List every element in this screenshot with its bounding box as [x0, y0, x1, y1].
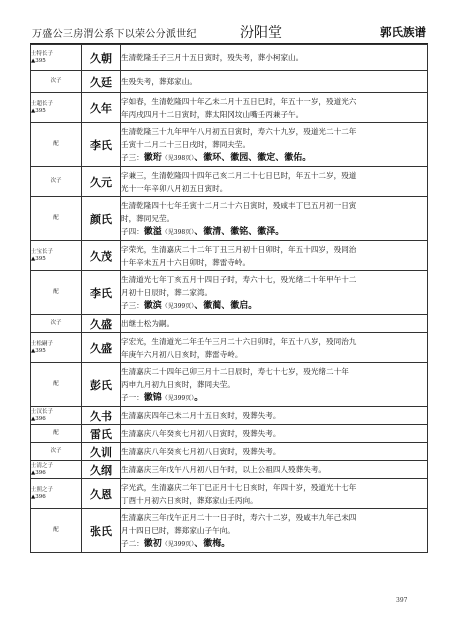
record-line: 生清嘉庆三年戊午八月初八日午时，以上公祖四人殁葬失考。	[121, 465, 327, 474]
generation-ref: ▲395	[31, 347, 46, 354]
header-hall-name: 汾阳堂	[240, 25, 282, 41]
genealogy-row	[31, 461, 428, 479]
children-prefix: 子一：	[121, 392, 144, 402]
record-line: 生清嘉庆二十四年己卯三月十二日辰时，寿七十七岁，殁光绪二十年	[121, 366, 349, 376]
generation-label	[31, 315, 82, 333]
relation-text: 士清之子	[31, 462, 54, 469]
person-name: 彭氏	[82, 363, 121, 407]
generation-label	[31, 167, 82, 197]
person-name: 久年	[82, 93, 121, 123]
genealogy-table	[30, 44, 428, 553]
person-name: 久朝	[82, 45, 121, 71]
record-line: 生殁失考，葬郑家山。	[121, 77, 197, 86]
relation-text: 次子	[50, 178, 62, 184]
page-reference: （见399页）	[161, 394, 195, 402]
children-names: 。	[194, 392, 204, 403]
person-name: 久纲	[82, 461, 121, 479]
person-name: 李氏	[82, 271, 121, 315]
relation-text: 配	[53, 381, 59, 387]
generation-label	[31, 479, 82, 509]
person-name: 久元	[82, 167, 121, 197]
record-line: 生清道光七年丁亥五月十四日子时，寿六十七，殁光绪二十年甲午十二	[121, 274, 357, 284]
person-name: 李氏	[82, 123, 121, 167]
genealogy-row	[31, 443, 428, 461]
genealogy-row	[31, 271, 428, 315]
person-record	[121, 509, 428, 553]
record-line: 生清嘉庆八年癸亥七月初八日寅时，殁葬失考。	[121, 429, 281, 438]
generation-label	[31, 425, 82, 443]
children-line	[121, 537, 427, 551]
person-record	[121, 461, 428, 479]
genealogy-row	[31, 93, 428, 123]
relation-text: 士松嗣子	[31, 340, 54, 347]
generation-ref: ▲396	[31, 493, 46, 500]
genealogy-row	[31, 315, 428, 333]
person-name: 久恩	[82, 479, 121, 509]
record-line: 壬寅十二月二十三日戌时，葬同夫茔。	[121, 139, 251, 149]
generation-label	[31, 363, 82, 407]
person-record	[121, 93, 428, 123]
relation-text: 士照之子	[31, 486, 54, 493]
record-line: 字宏光，生清道光二年壬午三月二十六日卯时，年五十八岁，殁同治九	[121, 336, 357, 346]
page-header	[30, 22, 428, 42]
relation-text: 士汉长子	[31, 408, 54, 415]
relation-text: 次子	[50, 320, 62, 326]
generation-label	[31, 71, 82, 93]
person-record	[121, 363, 428, 407]
generation-label	[31, 407, 82, 425]
generation-ref: ▲395	[31, 255, 46, 262]
generation-label	[31, 271, 82, 315]
record-line: 年丙戌四月十二日寅时，葬太阳冈坟山嘴壬丙兼子午。	[121, 109, 304, 119]
record-line: 丁酉十月初六日亥时，葬郑家山壬丙向。	[121, 495, 258, 505]
generation-ref: ▲396	[31, 469, 46, 476]
generation-label	[31, 45, 82, 71]
page-reference: （见399页）	[161, 302, 195, 310]
relation-text: 次子	[50, 448, 62, 454]
generation-ref: ▲395	[31, 107, 46, 114]
person-name: 久盛	[82, 333, 121, 363]
genealogy-row	[31, 509, 428, 553]
record-line: 生清嘉庆八年癸亥七月初八日寅时，殁葬失考。	[121, 447, 281, 456]
relation-text: 配	[53, 215, 59, 221]
page-number: 397	[396, 597, 408, 604]
person-name: 久盛	[82, 315, 121, 333]
genealogy-row	[31, 363, 428, 407]
children-prefix: 子三：	[121, 152, 144, 162]
person-name: 颜氏	[82, 197, 121, 241]
person-name: 雷氏	[82, 425, 121, 443]
record-line: 生清乾隆壬子三月十五日寅时，殁失考，葬小柯家山。	[121, 53, 304, 62]
person-name: 久廷	[82, 71, 121, 93]
person-name: 张氏	[82, 509, 121, 553]
relation-text: 士特长子	[31, 50, 54, 57]
generation-label	[31, 461, 82, 479]
relation-text: 配	[53, 289, 59, 295]
person-record	[121, 71, 428, 93]
record-line: 时，葬同兄茔。	[121, 213, 175, 223]
record-line: 月初十日辰时，葬二家湾。	[121, 287, 213, 297]
children-names: 徽珩	[143, 152, 162, 163]
generation-label	[31, 93, 82, 123]
genealogy-row	[31, 167, 428, 197]
children-names: 徽滨	[143, 300, 162, 311]
genealogy-row	[31, 333, 428, 363]
person-name: 久训	[82, 443, 121, 461]
children-names: 、徽环、徽园、徽定、徽佑。	[194, 152, 312, 163]
record-line: 十年辛未五月十六日卯时，葬雷寺岭。	[121, 257, 251, 267]
relation-text: 士超长子	[31, 100, 54, 107]
record-line: 生清嘉庆三年戊午正月二十一日子时，寿六十二岁，殁咸丰九年己未四	[121, 512, 357, 522]
record-line: 生清乾隆四十七年壬寅十二月二十六日寅时，殁咸丰丁巳五月初一日寅	[121, 200, 357, 210]
children-line	[121, 225, 427, 239]
children-names: 、徽蔺、徽启。	[194, 300, 258, 311]
genealogy-row	[31, 45, 428, 71]
genealogy-row	[31, 425, 428, 443]
record-line: 丙申九月初九日亥时，葬同夫茔。	[121, 379, 235, 389]
generation-label	[31, 123, 82, 167]
person-name: 久书	[82, 407, 121, 425]
person-record	[121, 425, 428, 443]
children-line	[121, 151, 427, 165]
generation-ref: ▲395	[31, 57, 46, 64]
genealogy-row	[31, 71, 428, 93]
children-line	[121, 299, 427, 313]
person-record	[121, 241, 428, 271]
page-reference: （见398页）	[161, 228, 195, 236]
person-record	[121, 443, 428, 461]
person-record	[121, 271, 428, 315]
record-line: 生清嘉庆四年己未二月十五日亥时，殁葬失考。	[121, 411, 281, 420]
genealogy-row	[31, 123, 428, 167]
person-record	[121, 167, 428, 197]
relation-text: 配	[53, 430, 59, 436]
children-names: 徽锦	[143, 392, 162, 403]
record-line: 字如春，生清乾隆四十年乙未二月十五日巳时，年五十一岁，殁道光六	[121, 96, 357, 106]
record-line: 字光武，生清嘉庆二年丁巳正月十七日亥时，年四十岁，殁道光十七年	[121, 482, 357, 492]
person-name: 久茂	[82, 241, 121, 271]
person-record	[121, 197, 428, 241]
children-line	[121, 391, 427, 405]
children-prefix: 子三：	[121, 300, 144, 310]
generation-label	[31, 197, 82, 241]
header-subtitle: 万盛公三房渭公系下以荣公分派世纪	[32, 29, 197, 40]
page-reference: （见399页）	[161, 540, 195, 548]
children-names: 徽溢	[143, 226, 162, 237]
children-prefix: 子二：	[121, 538, 144, 548]
children-prefix: 子四：	[121, 226, 144, 236]
record-line: 出继士松为嗣。	[121, 319, 175, 328]
person-record	[121, 123, 428, 167]
children-names: 、徽清、徽铭、徽泽。	[194, 226, 285, 237]
person-record	[121, 315, 428, 333]
page-reference: （见398页）	[161, 154, 195, 162]
relation-text: 配	[53, 527, 59, 533]
generation-label	[31, 333, 82, 363]
record-line: 月十四日巳时，葬郑家山子午向。	[121, 525, 235, 535]
relation-text: 配	[53, 141, 59, 147]
record-line: 字荣光，生清嘉庆二十二年丁丑三月初十日卯时，年五十四岁，殁同治	[121, 244, 357, 254]
genealogy-row	[31, 241, 428, 271]
record-line: 字兼三，生清乾隆四十四年己亥二月二十七日巳时，年五十二岁，殁道	[121, 170, 357, 180]
record-line: 年庚午六月初八日亥时，葬雷寺岭。	[121, 349, 243, 359]
genealogy-row	[31, 479, 428, 509]
children-names: 徽初	[143, 538, 162, 549]
relation-text: 士宝长子	[31, 248, 54, 255]
generation-label	[31, 443, 82, 461]
children-names: 、徽梅。	[194, 538, 231, 549]
person-record	[121, 407, 428, 425]
record-line: 生清乾隆三十九年甲午八月初五日寅时，寿六十九岁，殁道光二十二年	[121, 126, 357, 136]
relation-text: 次子	[50, 78, 62, 84]
header-book-title: 郭氏族谱	[380, 25, 426, 39]
person-record	[121, 333, 428, 363]
person-record	[121, 45, 428, 71]
generation-ref: ▲396	[31, 415, 46, 422]
record-line: 光十一年辛卯八月初五日寅时。	[121, 183, 228, 193]
person-record	[121, 479, 428, 509]
genealogy-row	[31, 197, 428, 241]
generation-label	[31, 241, 82, 271]
genealogy-row	[31, 407, 428, 425]
generation-label	[31, 509, 82, 553]
